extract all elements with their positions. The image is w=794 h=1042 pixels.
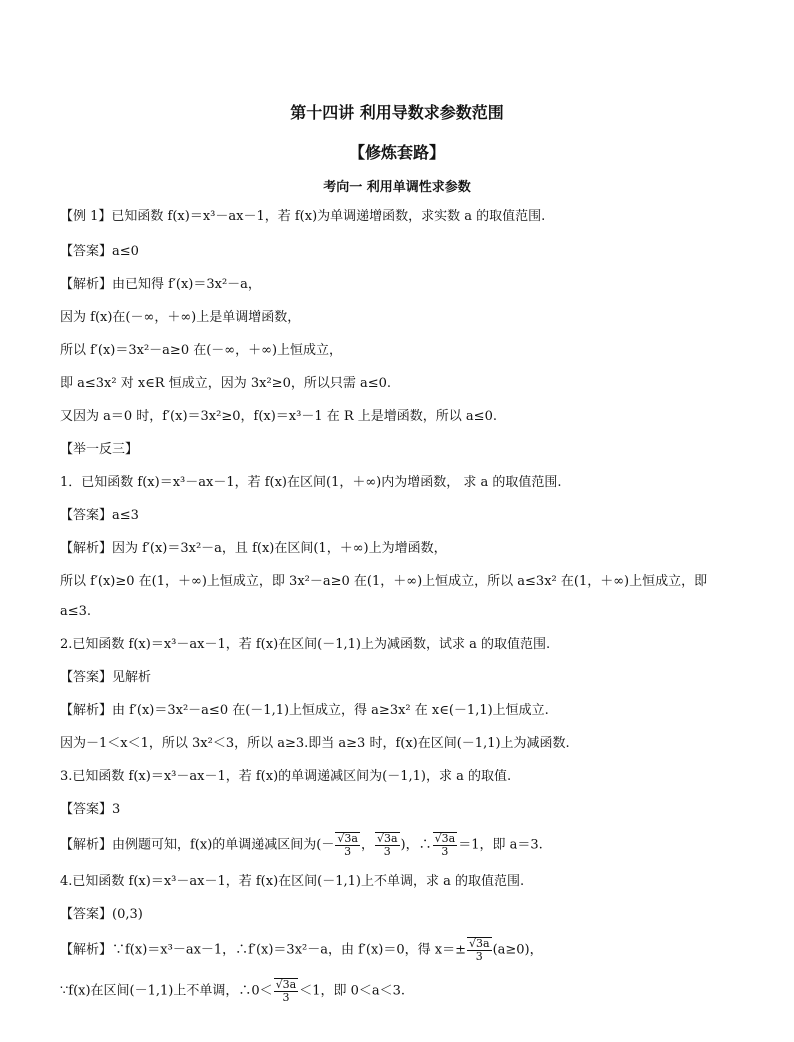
example-1-answer: 【答案】a≤0 xyxy=(60,244,139,259)
problem-2-question: 2.已知函数 f(x)＝x³－ax－1，若 f(x)在区间(－1,1)上为减函数，试求 a 的取值范围. xyxy=(60,637,551,652)
analysis-line: 所以 f′(x)≥0 在(1，＋∞)上恒成立，即 3x²－a≥0 在(1，＋∞)上恒成立，所以 a≤3x² 在(1，＋∞)上恒成立，即 xyxy=(60,574,708,589)
analysis-line: 即 a≤3x² 对 x∈R 恒成立，因为 3x²≥0，所以只需 a≤0. xyxy=(60,376,392,391)
fraction-denominator: 3 xyxy=(344,845,352,858)
text-segment: ＜1，即 0＜a＜3. xyxy=(299,983,406,999)
analysis-line: 因为－1＜x＜1，所以 3x²＜3，所以 a≥3.即当 a≥3 时，f(x)在区间(－1,1)上为减函数. xyxy=(60,736,570,751)
fraction-denominator: 3 xyxy=(282,991,290,1004)
text-segment: 【解析】由例题可知，f(x)的单调递减区间为(－ xyxy=(60,837,335,853)
problem-4-analysis xyxy=(60,937,750,963)
example-1-analysis: 【解析】由已知得 f′(x)＝3x²－a， xyxy=(60,277,261,292)
analysis-line: 所以 f′(x)＝3x²－a≥0 在(－∞，＋∞)上恒成立， xyxy=(60,343,343,358)
fraction xyxy=(467,937,492,963)
fraction-numerator: √3a xyxy=(376,832,398,845)
text-segment: ＝1，即 a＝3. xyxy=(458,837,543,853)
problem-1-analysis: 【解析】因为 f′(x)＝3x²－a，且 f(x)在区间(1，＋∞)上为增函数， xyxy=(60,541,447,556)
analysis-line: a≤3. xyxy=(60,604,92,619)
fraction-denominator: 3 xyxy=(441,845,449,858)
problem-1-question: 1．已知函数 f(x)＝x³－ax－1，若 f(x)在区间(1，＋∞)内为增函数， 求 a 的取值范围. xyxy=(60,475,562,490)
fraction-numerator: √3a xyxy=(337,832,358,845)
problem-2-answer: 【答案】见解析 xyxy=(60,670,152,685)
fraction xyxy=(433,832,458,858)
fraction xyxy=(375,832,400,858)
problem-1-answer: 【答案】a≤3 xyxy=(60,508,139,523)
problem-4-question: 4.已知函数 f(x)＝x³－ax－1，若 f(x)在区间(－1,1)上不单调，求 a 的取值范围. xyxy=(60,874,525,889)
lecture-title: 第十四讲 利用导数求参数范围 xyxy=(290,103,504,122)
fraction-denominator: 3 xyxy=(475,950,483,963)
fraction-numerator: √3a xyxy=(275,978,297,991)
analysis-line xyxy=(60,978,750,1004)
fraction xyxy=(274,978,299,1004)
text-segment: (a≥0)， xyxy=(492,942,543,958)
section-heading: 【修炼套路】 xyxy=(348,143,445,162)
problem-3-analysis xyxy=(60,832,750,858)
subsection-heading: 考向一 利用单调性求参数 xyxy=(323,180,471,195)
analysis-line: 因为 f(x)在(－∞，＋∞)上是单调增函数， xyxy=(60,310,301,325)
text-segment: ， xyxy=(360,837,374,853)
problem-2-analysis: 【解析】由 f′(x)＝3x²－a≤0 在(－1,1)上恒成立，得 a≥3x² 在 x∈(－1,1)上恒成立. xyxy=(60,703,549,718)
text-segment: ∵f(x)在区间(－1,1)上不单调，∴0＜ xyxy=(60,983,273,999)
problem-3-answer: 【答案】3 xyxy=(60,802,121,817)
practice-heading: 【举一反三】 xyxy=(60,442,139,457)
example-1-question: 【例 1】已知函数 f(x)＝x³－ax－1，若 f(x)为单调递增函数，求实数 a 的取值范围. xyxy=(60,209,546,224)
text-segment: )，∴ xyxy=(400,837,432,853)
problem-3-question: 3.已知函数 f(x)＝x³－ax－1，若 f(x)的单调递减区间为(－1,1)，求 a 的取值. xyxy=(60,769,512,784)
problem-4-answer: 【答案】(0,3) xyxy=(60,907,143,922)
text-segment: 【解析】∵f(x)＝x³－ax－1，∴f′(x)＝3x²－a，由 f′(x)＝0，得 x＝± xyxy=(60,942,466,958)
analysis-line: 又因为 a＝0 时，f′(x)＝3x²≥0，f(x)＝x³－1 在 R 上是增函数，所以 a≤0. xyxy=(60,409,497,424)
fraction-denominator: 3 xyxy=(383,845,391,858)
fraction-numerator: √3a xyxy=(468,937,490,950)
fraction xyxy=(335,832,360,858)
fraction-numerator: √3a xyxy=(434,832,456,845)
